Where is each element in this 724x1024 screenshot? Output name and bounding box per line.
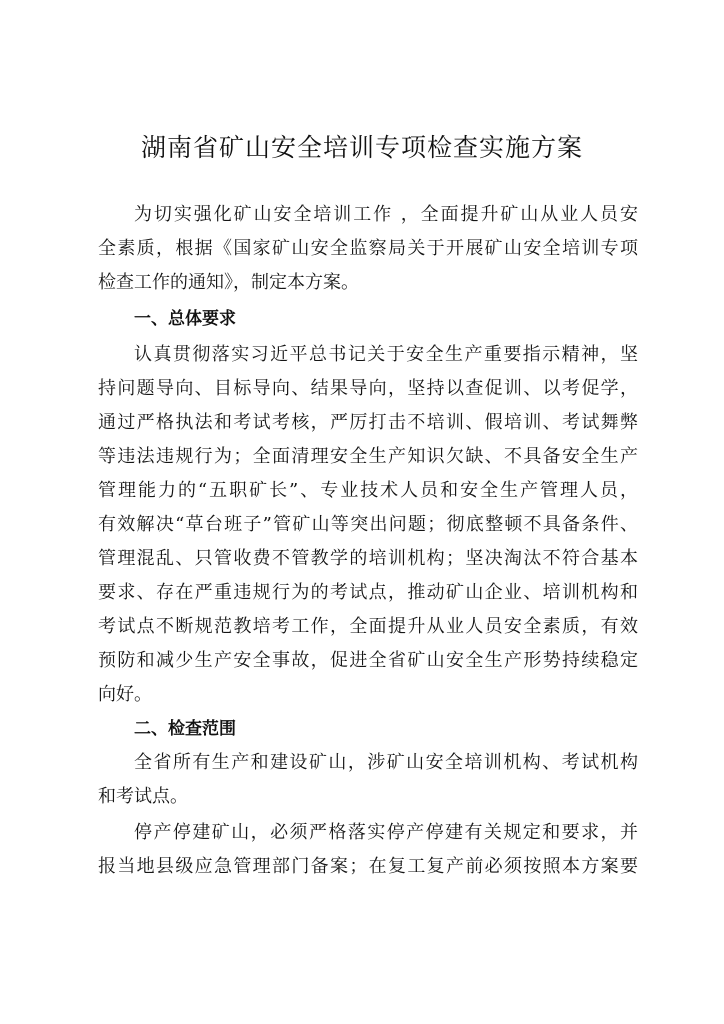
body-line: 报当地县级应急管理部门备案；在复工复产前必须按照本方案要 bbox=[98, 856, 638, 877]
section-heading: 一、总体要求 bbox=[134, 309, 236, 329]
body-line: 管理混乱、只管收费不管教学的培训机构；坚决淘汰不符合基本 bbox=[98, 548, 638, 569]
body-line: 预防和减少生产安全事故，促进全省矿山安全生产形势持续稳定 bbox=[98, 650, 638, 671]
body-line: 认真贯彻落实习近平总书记关于安全生产重要指示精神，坚 bbox=[134, 344, 638, 365]
intro-line: 检查工作的通知》，制定本方案。 bbox=[98, 272, 359, 293]
intro-line: 全素质，根据《国家矿山安全监察局关于开展矿山安全培训专项 bbox=[98, 238, 638, 259]
body-line: 等违法违规行为；全面清理安全生产知识欠缺、不具备安全生产 bbox=[98, 446, 638, 467]
body-line: 考试点不断规范教培考工作，全面提升从业人员安全素质，有效 bbox=[98, 616, 638, 637]
intro-line: 为切实强化矿山安全培训工作 ，全面提升矿山从业人员安 bbox=[134, 204, 638, 225]
section-heading: 二、检查范围 bbox=[134, 719, 236, 739]
body-line: 持问题导向、目标导向、结果导向，坚持以查促训、以考促学， bbox=[98, 378, 638, 399]
body-line: 管理能力的“五职矿长”、专业技术人员和安全生产管理人员， bbox=[98, 480, 638, 501]
body-line: 停产停建矿山，必须严格落实停产停建有关规定和要求，并 bbox=[134, 822, 638, 843]
body-line: 要求、存在严重违规行为的考试点，推动矿山企业、培训机构和 bbox=[98, 582, 638, 603]
body-line: 全省所有生产和建设矿山，涉矿山安全培训机构、考试机构 bbox=[134, 752, 638, 773]
body-line: 通过严格执法和考试考核，严厉打击不培训、假培训、考试舞弊 bbox=[98, 412, 638, 433]
body-line: 有效解决“草台班子”管矿山等突出问题；彻底整顿不具备条件、 bbox=[98, 514, 638, 535]
document-title: 湖南省矿山安全培训专项检查实施方案 bbox=[140, 133, 583, 162]
body-line: 向好。 bbox=[98, 684, 152, 705]
body-line: 和考试点。 bbox=[98, 786, 188, 807]
